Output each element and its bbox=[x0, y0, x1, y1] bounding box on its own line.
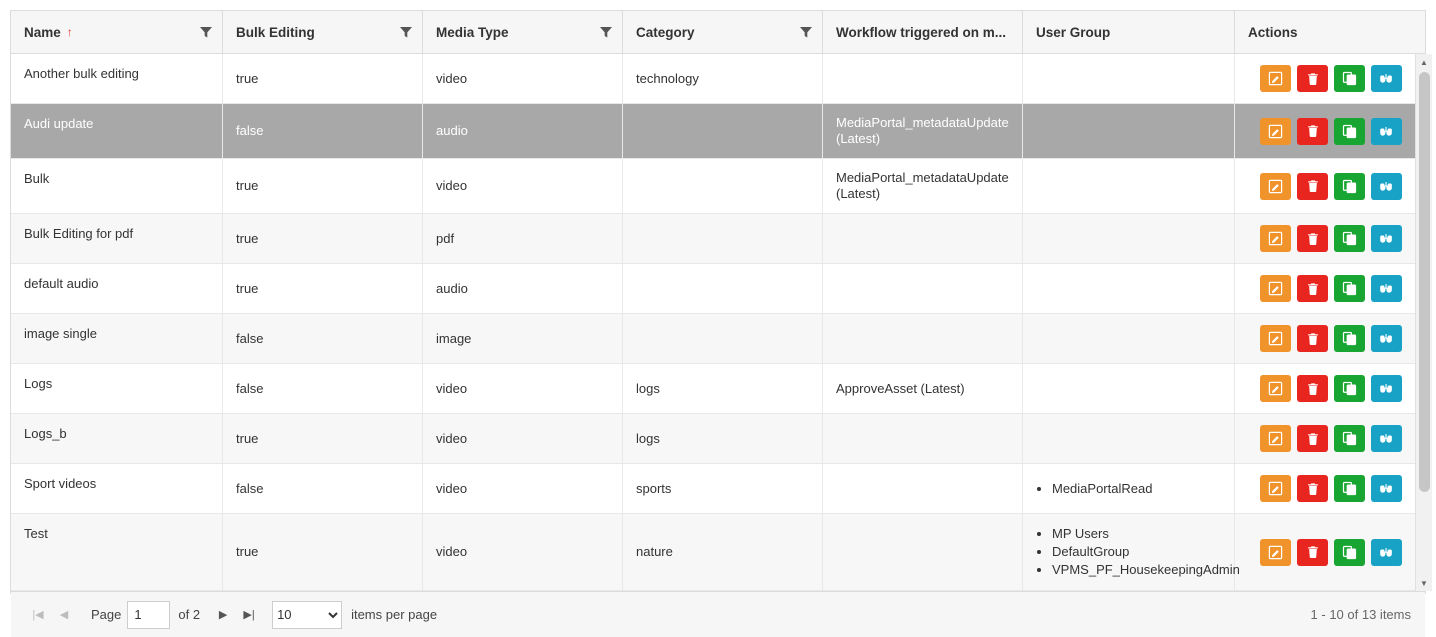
scroll-up-icon[interactable]: ▲ bbox=[1416, 54, 1432, 70]
cell-name bbox=[11, 54, 223, 103]
delete-button[interactable] bbox=[1297, 65, 1328, 92]
cell-media-type bbox=[423, 159, 623, 213]
pager-of-label: of 2 bbox=[178, 607, 201, 622]
filter-icon[interactable] bbox=[599, 25, 613, 39]
copy-icon bbox=[1342, 71, 1357, 86]
cell-name-text: Another bulk editing bbox=[24, 66, 139, 81]
cell-workflow bbox=[823, 54, 1023, 103]
copy-button[interactable] bbox=[1334, 275, 1365, 302]
pencil-square-icon bbox=[1268, 381, 1283, 396]
column-header-media-type-label: Media Type bbox=[436, 24, 509, 40]
page-size-select[interactable] bbox=[272, 601, 342, 629]
cell-media-type-text: video bbox=[436, 480, 468, 496]
cell-name-text: Logs_b bbox=[24, 426, 67, 441]
pencil-square-icon bbox=[1268, 545, 1283, 560]
view-button[interactable] bbox=[1371, 539, 1402, 566]
edit-button[interactable] bbox=[1260, 118, 1291, 145]
cell-name bbox=[11, 364, 223, 413]
cell-bulk-editing bbox=[223, 214, 423, 263]
cell-media-type-text: pdf bbox=[436, 230, 455, 246]
binoculars-icon bbox=[1379, 71, 1394, 86]
action-button-group bbox=[1248, 325, 1402, 352]
edit-button[interactable] bbox=[1260, 425, 1291, 452]
cell-media-type bbox=[423, 104, 623, 158]
cell-media-type-text: image bbox=[436, 330, 472, 346]
cell-name-text: Logs bbox=[24, 376, 53, 391]
cell-user-group bbox=[1023, 104, 1235, 158]
copy-button[interactable] bbox=[1334, 173, 1365, 200]
cell-workflow bbox=[823, 414, 1023, 463]
cell-bulk-editing-text: true bbox=[236, 544, 259, 559]
cell-media-type bbox=[423, 214, 623, 263]
cell-name bbox=[11, 314, 223, 363]
cell-workflow bbox=[823, 264, 1023, 313]
cell-bulk-editing-text: false bbox=[236, 380, 264, 396]
action-button-group bbox=[1248, 275, 1402, 302]
pager bbox=[11, 591, 1425, 637]
column-header-actions-label: Actions bbox=[1248, 24, 1298, 40]
cell-bulk-editing-text: true bbox=[236, 230, 259, 246]
cell-media-type-text: video bbox=[436, 380, 468, 396]
cell-actions bbox=[1235, 414, 1415, 463]
column-header-actions bbox=[1235, 11, 1425, 53]
trash-icon bbox=[1306, 482, 1320, 496]
action-button-group bbox=[1248, 375, 1402, 402]
cell-bulk-editing-text: false bbox=[236, 480, 264, 496]
table-row[interactable] bbox=[11, 159, 1415, 214]
cell-bulk-editing-text: false bbox=[236, 123, 264, 138]
cell-media-type-text: audio bbox=[436, 280, 468, 296]
column-header-workflow[interactable] bbox=[823, 11, 1023, 53]
cell-category bbox=[623, 264, 823, 313]
cell-media-type-text: video bbox=[436, 544, 468, 559]
pager-prev-button[interactable]: ◀ bbox=[51, 602, 77, 628]
pencil-square-icon bbox=[1268, 481, 1283, 496]
pencil-square-icon bbox=[1268, 231, 1283, 246]
cell-workflow bbox=[823, 104, 1023, 158]
cell-workflow-text: MediaPortal_metadataUpdate (Latest) bbox=[836, 115, 1009, 146]
binoculars-icon bbox=[1379, 231, 1394, 246]
binoculars-icon bbox=[1379, 431, 1394, 446]
copy-button[interactable] bbox=[1334, 539, 1365, 566]
list-item: • MP Users bbox=[1052, 525, 1240, 543]
cell-user-group bbox=[1023, 414, 1235, 463]
edit-button[interactable] bbox=[1260, 275, 1291, 302]
cell-name-text: image single bbox=[24, 326, 97, 341]
cell-category-text: sports bbox=[636, 480, 672, 496]
column-header-bulk-editing-label: Bulk Editing bbox=[236, 24, 315, 40]
cell-bulk-editing-text: true bbox=[236, 178, 259, 193]
binoculars-icon bbox=[1379, 331, 1394, 346]
delete-button[interactable] bbox=[1297, 118, 1328, 145]
delete-button[interactable] bbox=[1297, 173, 1328, 200]
copy-icon bbox=[1342, 331, 1357, 346]
cell-media-type bbox=[423, 54, 623, 103]
action-button-group bbox=[1248, 118, 1402, 145]
cell-name bbox=[11, 214, 223, 263]
cell-workflow-text: MediaPortal_metadataUpdate (Latest) bbox=[836, 170, 1009, 201]
copy-icon bbox=[1342, 281, 1357, 296]
cell-actions bbox=[1235, 214, 1415, 263]
edit-button[interactable] bbox=[1260, 539, 1291, 566]
delete-button[interactable] bbox=[1297, 375, 1328, 402]
cell-media-type bbox=[423, 314, 623, 363]
cell-name bbox=[11, 414, 223, 463]
cell-workflow-text: ApproveAsset (Latest) bbox=[836, 380, 965, 396]
list-item: • VPMS_PF_HousekeepingAdmin bbox=[1052, 561, 1240, 579]
copy-button[interactable] bbox=[1334, 425, 1365, 452]
user-group-list bbox=[1036, 480, 1152, 498]
pencil-square-icon bbox=[1268, 281, 1283, 296]
cell-name bbox=[11, 159, 223, 213]
cell-user-group bbox=[1023, 464, 1235, 513]
pencil-square-icon bbox=[1268, 179, 1283, 194]
user-group-list bbox=[1036, 525, 1240, 579]
pager-last-button[interactable]: ▶| bbox=[236, 602, 262, 628]
items-per-page-label: items per page bbox=[351, 607, 438, 622]
copy-icon bbox=[1342, 231, 1357, 246]
binoculars-icon bbox=[1379, 545, 1394, 560]
cell-media-type-text: video bbox=[436, 178, 468, 193]
cell-category-text: nature bbox=[636, 544, 673, 559]
view-button[interactable] bbox=[1371, 275, 1402, 302]
copy-button[interactable] bbox=[1334, 325, 1365, 352]
cell-media-type-text: video bbox=[436, 70, 468, 86]
edit-button[interactable] bbox=[1260, 65, 1291, 92]
copy-icon bbox=[1342, 431, 1357, 446]
cell-bulk-editing bbox=[223, 414, 423, 463]
action-button-group bbox=[1248, 65, 1402, 92]
cell-bulk-editing bbox=[223, 264, 423, 313]
pencil-square-icon bbox=[1268, 431, 1283, 446]
cell-bulk-editing bbox=[223, 464, 423, 513]
vertical-scrollbar[interactable] bbox=[1415, 54, 1432, 591]
cell-name-text: Audi update bbox=[24, 116, 94, 131]
cell-workflow bbox=[823, 314, 1023, 363]
cell-workflow bbox=[823, 364, 1023, 413]
column-header-user-group-label: User Group bbox=[1036, 24, 1111, 40]
table-row[interactable] bbox=[11, 214, 1415, 264]
delete-button[interactable] bbox=[1297, 275, 1328, 302]
sort-ascending-icon: ↑ bbox=[66, 25, 73, 39]
pager-first-button[interactable]: |◀ bbox=[25, 602, 51, 628]
copy-icon bbox=[1342, 545, 1357, 560]
cell-name bbox=[11, 104, 223, 158]
cell-name bbox=[11, 464, 223, 513]
copy-icon bbox=[1342, 381, 1357, 396]
list-item: • DefaultGroup bbox=[1052, 543, 1240, 561]
binoculars-icon bbox=[1379, 481, 1394, 496]
edit-button[interactable] bbox=[1260, 173, 1291, 200]
trash-icon bbox=[1306, 545, 1320, 559]
cell-category bbox=[623, 314, 823, 363]
copy-icon bbox=[1342, 179, 1357, 194]
action-button-group bbox=[1248, 539, 1402, 566]
column-header-name-label: Name bbox=[24, 24, 61, 40]
column-header-workflow-label: Workflow triggered on m... bbox=[836, 24, 1007, 40]
cell-actions bbox=[1235, 264, 1415, 313]
scrollbar-thumb[interactable] bbox=[1419, 72, 1430, 492]
pager-next-button[interactable]: ▶ bbox=[210, 602, 236, 628]
grid-body-area bbox=[11, 54, 1428, 591]
cell-media-type bbox=[423, 364, 623, 413]
delete-button[interactable] bbox=[1297, 325, 1328, 352]
table-row[interactable] bbox=[11, 464, 1415, 514]
trash-icon bbox=[1306, 382, 1320, 396]
trash-icon bbox=[1306, 179, 1320, 193]
list-item: • MediaPortalRead bbox=[1052, 480, 1152, 498]
table-row[interactable] bbox=[11, 364, 1415, 414]
cell-workflow bbox=[823, 464, 1023, 513]
pager-page-label: Page bbox=[91, 607, 122, 622]
cell-actions bbox=[1235, 464, 1415, 513]
view-button[interactable] bbox=[1371, 118, 1402, 145]
cell-media-type bbox=[423, 514, 623, 590]
view-button[interactable] bbox=[1371, 225, 1402, 252]
trash-icon bbox=[1306, 232, 1320, 246]
trash-icon bbox=[1306, 282, 1320, 296]
view-button[interactable] bbox=[1371, 475, 1402, 502]
binoculars-icon bbox=[1379, 124, 1394, 139]
cell-user-group bbox=[1023, 54, 1235, 103]
trash-icon bbox=[1306, 124, 1320, 138]
cell-media-type-text: video bbox=[436, 430, 468, 446]
cell-bulk-editing bbox=[223, 104, 423, 158]
cell-category bbox=[623, 364, 823, 413]
cell-bulk-editing bbox=[223, 159, 423, 213]
table-row[interactable] bbox=[11, 314, 1415, 364]
copy-icon bbox=[1342, 124, 1357, 139]
cell-workflow bbox=[823, 214, 1023, 263]
cell-category bbox=[623, 159, 823, 213]
column-header-bulk-editing[interactable] bbox=[223, 11, 423, 53]
cell-bulk-editing bbox=[223, 514, 423, 590]
cell-bulk-editing-text: true bbox=[236, 70, 259, 86]
cell-name-text: Sport videos bbox=[24, 476, 97, 491]
view-button[interactable] bbox=[1371, 425, 1402, 452]
trash-icon bbox=[1306, 72, 1320, 86]
cell-user-group bbox=[1023, 364, 1235, 413]
copy-button[interactable] bbox=[1334, 375, 1365, 402]
cell-user-group bbox=[1023, 514, 1240, 590]
action-button-group bbox=[1248, 173, 1402, 200]
cell-name-text: default audio bbox=[24, 276, 99, 291]
edit-button[interactable] bbox=[1260, 225, 1291, 252]
view-button[interactable] bbox=[1371, 375, 1402, 402]
binoculars-icon bbox=[1379, 281, 1394, 296]
pencil-square-icon bbox=[1268, 124, 1283, 139]
cell-media-type bbox=[423, 464, 623, 513]
action-button-group bbox=[1248, 425, 1402, 452]
cell-bulk-editing bbox=[223, 364, 423, 413]
cell-bulk-editing bbox=[223, 54, 423, 103]
cell-workflow bbox=[823, 514, 1023, 590]
pager-range-label: 1 - 10 of 13 items bbox=[1310, 607, 1411, 622]
cell-category-text: technology bbox=[636, 70, 699, 86]
grid-body bbox=[11, 54, 1415, 591]
binoculars-icon bbox=[1379, 179, 1394, 194]
copy-button[interactable] bbox=[1334, 225, 1365, 252]
cell-name-text: Test bbox=[24, 526, 48, 541]
column-header-media-type[interactable] bbox=[423, 11, 623, 53]
table-row[interactable] bbox=[11, 264, 1415, 314]
view-button[interactable] bbox=[1371, 65, 1402, 92]
pencil-square-icon bbox=[1268, 71, 1283, 86]
cell-workflow bbox=[823, 159, 1023, 213]
view-button[interactable] bbox=[1371, 325, 1402, 352]
filter-icon[interactable] bbox=[399, 25, 413, 39]
scroll-down-icon[interactable]: ▼ bbox=[1416, 575, 1432, 591]
filter-icon[interactable] bbox=[799, 25, 813, 39]
table-row[interactable] bbox=[11, 414, 1415, 464]
table-row[interactable] bbox=[11, 54, 1415, 104]
cell-user-group bbox=[1023, 214, 1235, 263]
cell-bulk-editing bbox=[223, 314, 423, 363]
view-button[interactable] bbox=[1371, 173, 1402, 200]
copy-button[interactable] bbox=[1334, 65, 1365, 92]
column-header-category-label: Category bbox=[636, 24, 695, 40]
cell-category bbox=[623, 104, 823, 158]
pencil-square-icon bbox=[1268, 331, 1283, 346]
cell-actions bbox=[1235, 314, 1415, 363]
copy-button[interactable] bbox=[1334, 118, 1365, 145]
trash-icon bbox=[1306, 432, 1320, 446]
cell-name bbox=[11, 514, 223, 590]
cell-category bbox=[623, 414, 823, 463]
cell-actions bbox=[1235, 364, 1415, 413]
cell-bulk-editing-text: true bbox=[236, 280, 259, 296]
cell-category-text: logs bbox=[636, 380, 660, 396]
cell-actions bbox=[1235, 159, 1415, 213]
cell-actions bbox=[1235, 54, 1415, 103]
binoculars-icon bbox=[1379, 381, 1394, 396]
table-row[interactable] bbox=[11, 104, 1415, 159]
cell-category-text: logs bbox=[636, 430, 660, 446]
cell-category bbox=[623, 214, 823, 263]
grid-header-row bbox=[11, 11, 1425, 54]
copy-button[interactable] bbox=[1334, 475, 1365, 502]
cell-name-text: Bulk Editing for pdf bbox=[24, 226, 134, 241]
filter-icon[interactable] bbox=[199, 25, 213, 39]
cell-bulk-editing-text: false bbox=[236, 330, 264, 346]
cell-actions bbox=[1235, 104, 1415, 158]
cell-media-type bbox=[423, 414, 623, 463]
pager-page-input[interactable] bbox=[127, 601, 170, 629]
column-header-user-group[interactable] bbox=[1023, 11, 1235, 53]
cell-media-type-text: audio bbox=[436, 123, 468, 138]
cell-name bbox=[11, 264, 223, 313]
delete-button[interactable] bbox=[1297, 475, 1328, 502]
cell-bulk-editing-text: true bbox=[236, 430, 259, 446]
cell-category bbox=[623, 514, 823, 590]
delete-button[interactable] bbox=[1297, 225, 1328, 252]
action-button-group bbox=[1248, 475, 1402, 502]
cell-user-group bbox=[1023, 159, 1235, 213]
cell-category bbox=[623, 54, 823, 103]
delete-button[interactable] bbox=[1297, 539, 1328, 566]
trash-icon bbox=[1306, 332, 1320, 346]
cell-media-type bbox=[423, 264, 623, 313]
data-grid bbox=[10, 10, 1428, 622]
edit-button[interactable] bbox=[1260, 475, 1291, 502]
edit-button[interactable] bbox=[1260, 375, 1291, 402]
cell-category bbox=[623, 464, 823, 513]
column-header-name[interactable] bbox=[11, 11, 223, 53]
cell-name-text: Bulk bbox=[24, 171, 50, 186]
action-button-group bbox=[1248, 225, 1402, 252]
delete-button[interactable] bbox=[1297, 425, 1328, 452]
column-header-category[interactable] bbox=[623, 11, 823, 53]
edit-button[interactable] bbox=[1260, 325, 1291, 352]
cell-actions bbox=[1235, 514, 1415, 590]
cell-user-group bbox=[1023, 314, 1235, 363]
cell-user-group bbox=[1023, 264, 1235, 313]
copy-icon bbox=[1342, 481, 1357, 496]
table-row[interactable] bbox=[11, 514, 1415, 591]
